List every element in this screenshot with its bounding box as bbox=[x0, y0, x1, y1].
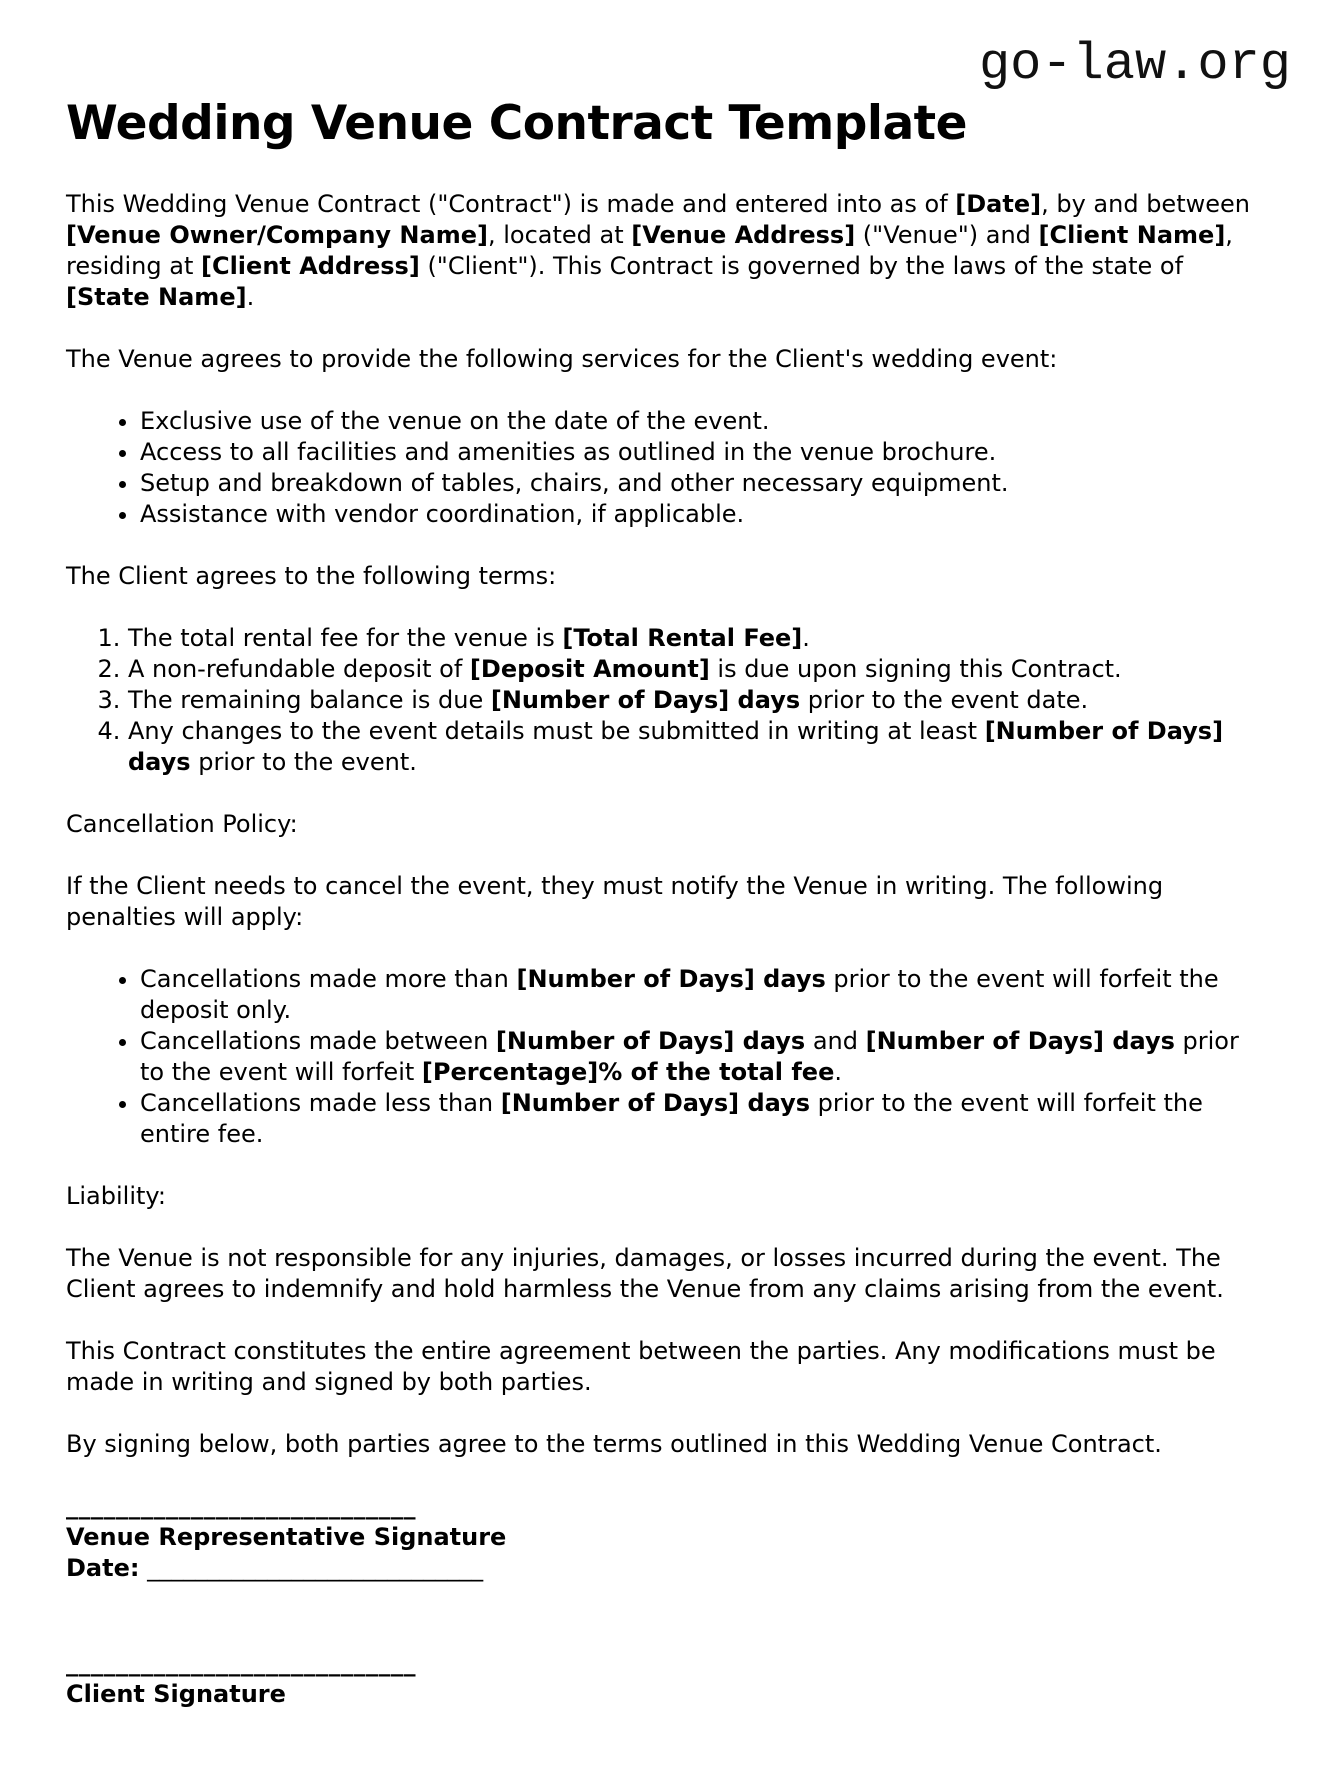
list-item: 2. A non-refundable deposit of [Deposit Amount] is due upon signing this Contract. bbox=[128, 654, 1265, 685]
paragraph-intro: This Wedding Venue Contract ("Contract") is made and entered into as of [Date], by and between [Venue Owner/Company Name], located at [Venue Address] ("Venue") and [Client Name], residing at [Client Address] ("Client"). This Contract is governed by the laws of the state of [State Name]. bbox=[66, 189, 1250, 311]
list-item: • Cancellations made more than [Number of Days] days prior to the event will forfeit the deposit only. bbox=[140, 964, 1265, 1026]
paragraph-terms-lead: The Client agrees to the following terms: bbox=[66, 561, 557, 590]
site-logo: go-law.org bbox=[978, 35, 1291, 94]
venue-date-field: Date: ____________________________ bbox=[66, 1553, 484, 1582]
contract-body bbox=[66, 189, 1265, 1710]
client-signature-line: ____________________________ bbox=[66, 1648, 416, 1677]
services-list bbox=[66, 406, 1265, 530]
venue-signature-label: Venue Representative Signature bbox=[66, 1522, 507, 1551]
paragraph-cancellation-lead: If the Client needs to cancel the event, they must notify the Venue in writing. The following penalties will apply: bbox=[66, 871, 1164, 931]
paragraph-entire-agreement: This Contract constitutes the entire agreement between the parties. Any modifications must be made in writing and signed by both parties. bbox=[66, 1336, 1216, 1396]
list-item: • Cancellations made between [Number of Days] days and [Number of Days] days prior to the event will forfeit [Percentage]% of the total fee. bbox=[140, 1026, 1265, 1088]
paragraph-liability: The Venue is not responsible for any injuries, damages, or losses incurred during the event. The Client agrees to indemnify and hold harmless the Venue from any claims arising from the event. bbox=[66, 1243, 1224, 1303]
venue-signature-line: ____________________________ bbox=[66, 1491, 416, 1520]
page-title: Wedding Venue Contract Template bbox=[66, 95, 968, 151]
cancellation-penalties-list bbox=[66, 964, 1265, 1150]
list-item: • Setup and breakdown of tables, chairs, and other necessary equipment. bbox=[140, 468, 1265, 499]
list-item: 4. Any changes to the event details must be submitted in writing at least [Number of Days] days prior to the event. bbox=[128, 716, 1265, 778]
client-signature-block bbox=[66, 1648, 1265, 1710]
list-item: 3. The remaining balance is due [Number of Days] days prior to the event date. bbox=[128, 685, 1265, 716]
venue-signature-block bbox=[66, 1491, 1265, 1584]
terms-list bbox=[66, 623, 1265, 778]
heading-cancellation-policy: Cancellation Policy: bbox=[66, 809, 298, 838]
list-item: • Exclusive use of the venue on the date of the event. bbox=[140, 406, 1265, 437]
paragraph-services-lead: The Venue agrees to provide the following services for the Client's wedding event: bbox=[66, 344, 1058, 373]
list-item: • Assistance with vendor coordination, if applicable. bbox=[140, 499, 1265, 530]
list-item: 1. The total rental fee for the venue is [Total Rental Fee]. bbox=[128, 623, 1265, 654]
paragraph-signing-statement: By signing below, both parties agree to the terms outlined in this Wedding Venue Contract. bbox=[66, 1429, 1162, 1458]
heading-liability: Liability: bbox=[66, 1181, 166, 1210]
client-signature-label: Client Signature bbox=[66, 1679, 286, 1708]
list-item: • Access to all facilities and amenities as outlined in the venue brochure. bbox=[140, 437, 1265, 468]
list-item: • Cancellations made less than [Number of Days] days prior to the event will forfeit the entire fee. bbox=[140, 1088, 1265, 1150]
